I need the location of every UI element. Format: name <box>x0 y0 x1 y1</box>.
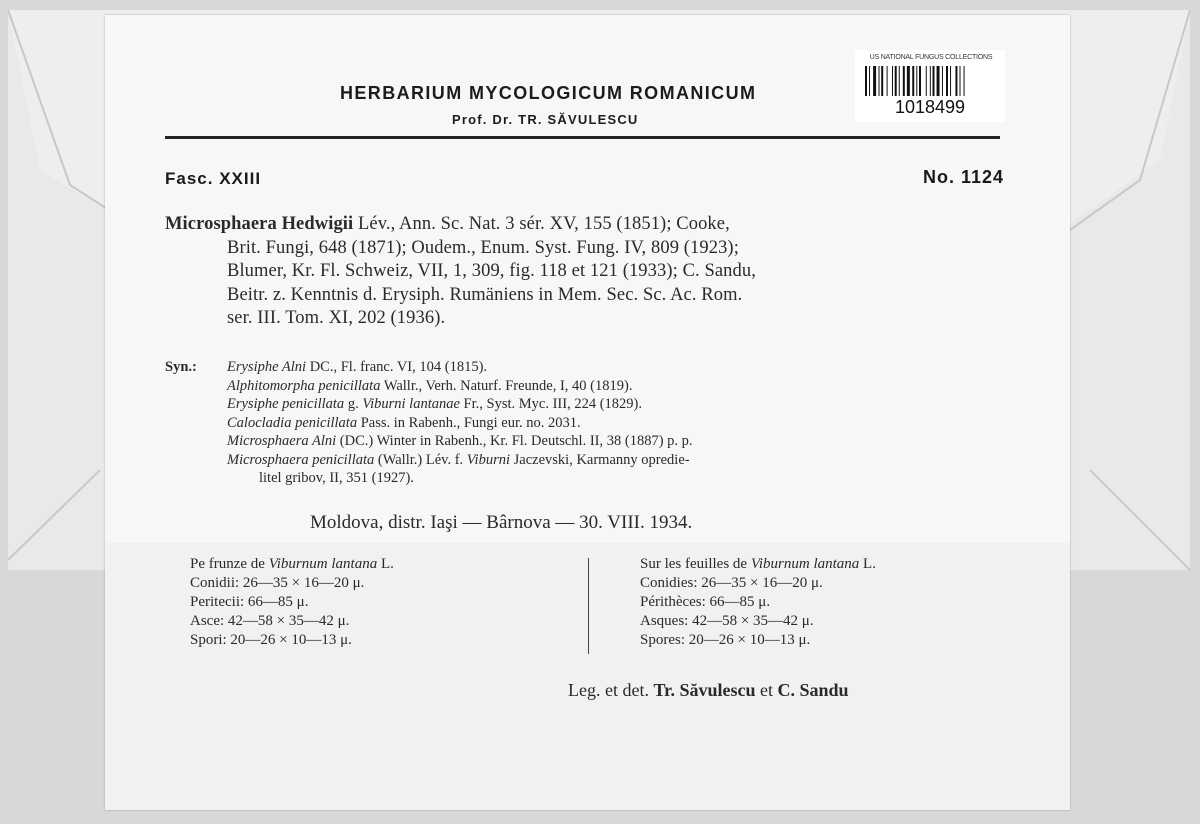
barcode-bar <box>946 66 948 96</box>
synonym-text: (Wallr.) Lév. f. <box>374 451 467 468</box>
host-prefix: Pe frunze de <box>190 556 269 572</box>
barcode-number: 1018499 <box>894 97 966 117</box>
measurement-line: Conidies: 26—35 × 16—20 μ. <box>640 575 823 591</box>
measurement-line: Asques: 42—58 × 35—42 μ. <box>640 613 814 629</box>
synonym-row <box>165 414 1015 433</box>
barcode-bar <box>879 66 880 96</box>
barcode-bar <box>869 66 870 96</box>
species-line: ser. III. Tom. XI, 202 (1936). <box>227 308 446 328</box>
synonym-name: Microsphaera penicillata <box>227 451 375 468</box>
host-prefix: Sur les feuilles de <box>640 556 751 572</box>
synonym-row <box>165 358 1015 377</box>
host-suffix: L. <box>377 556 394 572</box>
measurement-line: Peritecii: 66—85 μ. <box>190 594 309 610</box>
barcode-bar <box>895 66 897 96</box>
species-name: Microsphaera Hedwigii <box>165 214 354 234</box>
barcode-bar <box>912 66 914 96</box>
synonym-text: Pass. in Rabenh., Fungi eur. no. 2031. <box>357 414 581 431</box>
synonym-row <box>165 451 1015 470</box>
species-line: Brit. Fungi, 648 (1871); Oudem., Enum. Syst. Fung. IV, 809 (1923); <box>227 237 739 258</box>
barcode-bar <box>942 66 943 96</box>
specimen-number: No. 1124 <box>922 167 1004 187</box>
barcode-bar <box>919 66 921 96</box>
synonym-text: g. <box>344 396 363 412</box>
barcode-caption: US NATIONAL FUNGUS COLLECTIONS <box>869 54 993 61</box>
synonym-name: Viburni lantanae <box>362 396 460 412</box>
barcode-bar <box>865 66 867 96</box>
species-line: Beitr. z. Kenntnis d. Erysiph. Rumäniens in Mem. Sec. Sc. Ac. Rom. <box>227 284 743 305</box>
collector-prefix: Leg. et det. <box>568 680 654 700</box>
barcode-bar <box>899 66 900 96</box>
barcode-bar <box>930 66 931 96</box>
synonym-name: Erysiphe penicillata <box>227 396 345 412</box>
host-name: Viburnum lantana <box>750 556 860 572</box>
barcode-bar <box>907 66 910 96</box>
host-name: Viburnum lantana <box>268 556 378 572</box>
collector-name: C. Sandu <box>777 680 849 700</box>
barcode-bar <box>916 66 917 96</box>
measurement-line: Conidii: 26—35 × 16—20 μ. <box>190 575 365 591</box>
synonym-name: Erysiphe Alni <box>227 359 307 375</box>
barcode-bar <box>933 66 935 96</box>
synonym-row <box>165 432 1015 451</box>
species-line: Blumer, Kr. Fl. Schweiz, VII, 1, 309, fig. 118 et 121 (1933); C. Sandu, <box>227 261 756 281</box>
species-line <box>165 213 1007 237</box>
collector-line <box>568 680 849 701</box>
synonym-text: Wallr., Verh. Naturf. Freunde, I, 40 (1819). <box>380 377 633 394</box>
synonym-text: Jaczevski, Karmanny opredie- <box>510 451 690 468</box>
host-suffix: L. <box>859 556 876 572</box>
column-divider <box>588 558 589 654</box>
measurement-line: Spori: 20—26 × 10—13 μ. <box>190 632 352 648</box>
measurement-line: Asce: 42—58 × 35—42 μ. <box>190 613 350 629</box>
synonym-row <box>165 469 1015 488</box>
measurement-line: Spores: 20—26 × 10—13 μ. <box>640 632 811 648</box>
barcode-sticker <box>855 50 1005 122</box>
synonym-row <box>165 377 1015 396</box>
synonym-name: Alphitomorpha penicillata <box>227 377 381 394</box>
host-line <box>190 555 570 574</box>
barcode-bar <box>937 66 940 96</box>
barcode-bar <box>881 66 883 96</box>
collector-conj: et <box>755 680 778 700</box>
collection-locality: Moldova, distr. Iaşi — Bârnova — 30. VIII. 1934. <box>310 512 693 533</box>
barcode-bar <box>964 66 965 96</box>
barcode-bar <box>887 66 888 96</box>
synonyms-list <box>165 358 1015 488</box>
header-rule <box>165 136 1000 139</box>
barcode-icon <box>865 66 1000 96</box>
synonym-continuation: litel gribov, II, 351 (1927). <box>259 470 414 486</box>
measurement-line: Périthèces: 66—85 μ. <box>640 594 771 610</box>
barcode-bar <box>892 66 893 96</box>
description-french <box>640 555 1030 650</box>
synonym-text: Fr., Syst. Myc. III, 224 (1829). <box>459 396 642 412</box>
barcode-bar <box>950 66 951 96</box>
synonym-text: DC., Fl. franc. VI, 104 (1815). <box>306 359 488 375</box>
synonyms-label: Syn.: <box>165 359 197 375</box>
collector-name: Tr. Săvulescu <box>653 680 756 700</box>
barcode-bar <box>903 66 905 96</box>
species-citation <box>165 213 1007 331</box>
synonym-text: (DC.) Winter in Rabenh., Kr. Fl. Deutschl. II, 38 (1887) p. p. <box>336 433 693 449</box>
barcode-bar <box>873 66 876 96</box>
host-line <box>640 555 1030 574</box>
synonym-name: Calocladia penicillata <box>227 414 358 431</box>
species-citation-text: Lév., Ann. Sc. Nat. 3 sér. XV, 155 (1851); Cooke, <box>353 214 730 234</box>
fascicle-number: Fasc. XXIII <box>165 169 262 188</box>
barcode-bar <box>955 66 957 96</box>
herbarium-title: HERBARIUM MYCOLOGICUM ROMANICUM <box>340 83 757 103</box>
synonym-name: Viburni <box>466 451 511 468</box>
synonym-row <box>165 395 1015 414</box>
synonym-name: Microsphaera Alni <box>227 433 337 449</box>
barcode-bar <box>926 66 927 96</box>
herbarium-subtitle: Prof. Dr. TR. SĂVULESCU <box>452 112 639 127</box>
barcode-bar <box>960 66 961 96</box>
description-romanian <box>190 555 570 650</box>
